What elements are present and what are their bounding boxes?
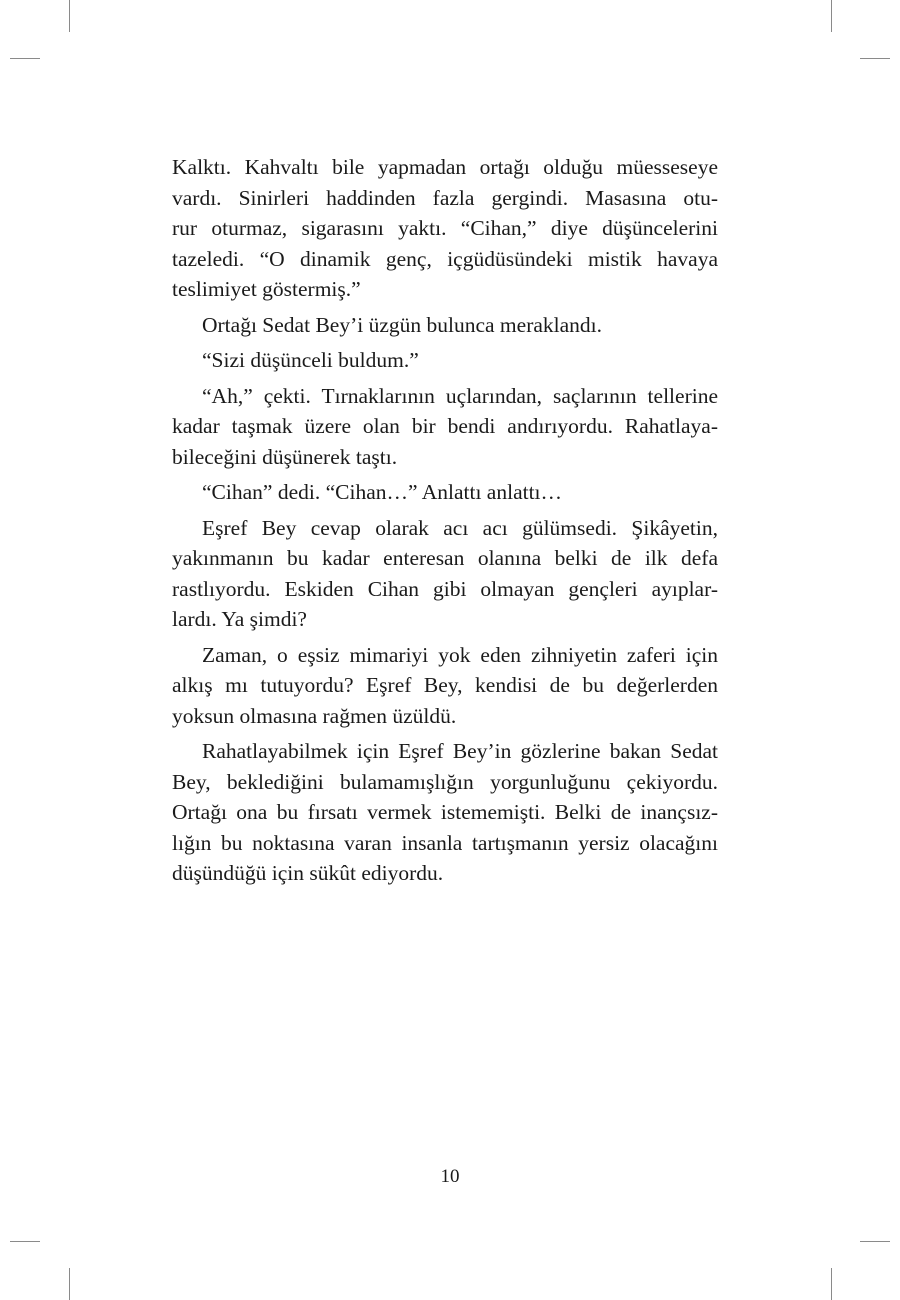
text-line: “Cihan” dedi. “Cihan…” Anlattı anlattı…: [202, 480, 563, 504]
page-number: 10: [440, 1166, 460, 1187]
text-line: Kalktı. Kahvaltı bile yapmadan ortağı olduğu müesseseye: [172, 155, 718, 179]
paragraph: [172, 381, 718, 473]
crop-mark-bottom-left: [69, 1268, 70, 1300]
text-line: kadar taşmak üzere olan bir bendi andırıyordu. Rahatlaya-: [172, 414, 718, 438]
crop-mark-top-right: [831, 0, 832, 32]
paragraph: [172, 513, 718, 635]
text-line: rastlıyordu. Eskiden Cihan gibi olmayan gençleri ayıplar-: [172, 576, 718, 601]
text-line: tazeledi. “O dinamik genç, içgüdüsündeki mistik havaya: [172, 246, 718, 271]
text-line: “Sizi düşünceli buldum.”: [202, 348, 419, 372]
crop-mark-right-top: [860, 58, 890, 59]
text-line: Rahatlayabilmek için Eşref Bey’in gözlerine bakan Sedat: [202, 739, 718, 763]
text-line: düşündüğü için sükût ediyordu.: [172, 861, 444, 885]
crop-mark-left-bottom: [10, 1241, 40, 1242]
paragraph: [172, 152, 718, 305]
paragraph: [172, 310, 718, 341]
paragraph: [172, 477, 718, 508]
text-line: alkış mı tutuyordu? Eşref Bey, kendisi de bu değerlerden: [172, 673, 718, 697]
text-line: Eşref Bey cevap olarak acı acı gülümsedi. Şikâyetin,: [202, 515, 718, 540]
crop-mark-left-top: [10, 58, 40, 59]
text-line: yakınmanın bu kadar enteresan olanına belki de ilk defa: [172, 546, 718, 570]
crop-mark-bottom-right: [831, 1268, 832, 1300]
paragraph: [172, 345, 718, 376]
paragraph: [172, 640, 718, 732]
text-line: teslimiyet göstermiş.”: [172, 277, 361, 301]
text-line: lığın bu noktasına varan insanla tartışmanın yersiz olacağını: [172, 830, 718, 855]
text-line: Ortağı ona bu fırsatı vermek istememişti. Belki de inançsız-: [172, 800, 718, 824]
text-line: “Ah,” çekti. Tırnaklarının uçlarından, saçlarının tellerine: [202, 383, 718, 408]
text-line: lardı. Ya şimdi?: [172, 607, 307, 631]
text-line: Ortağı Sedat Bey’i üzgün bulunca meraklandı.: [202, 312, 603, 337]
text-line: Bey, beklediğini bulamamışlığın yorgunluğunu çekiyordu.: [172, 769, 718, 794]
text-line: rur oturmaz, sigarasını yaktı. “Cihan,” diye düşüncelerini: [172, 216, 718, 240]
crop-mark-right-bottom: [860, 1241, 890, 1242]
crop-mark-top-left: [69, 0, 70, 32]
text-line: bileceğini düşünerek taştı.: [172, 444, 398, 469]
paragraph: [172, 736, 718, 889]
text-line: Zaman, o eşsiz mimariyi yok eden zihniyetin zaferi için: [202, 642, 718, 667]
body-text: [172, 152, 718, 894]
text-line: vardı. Sinirleri haddinden fazla gergindi. Masasına otu-: [172, 185, 718, 210]
text-line: yoksun olmasına rağmen üzüldü.: [172, 703, 457, 728]
